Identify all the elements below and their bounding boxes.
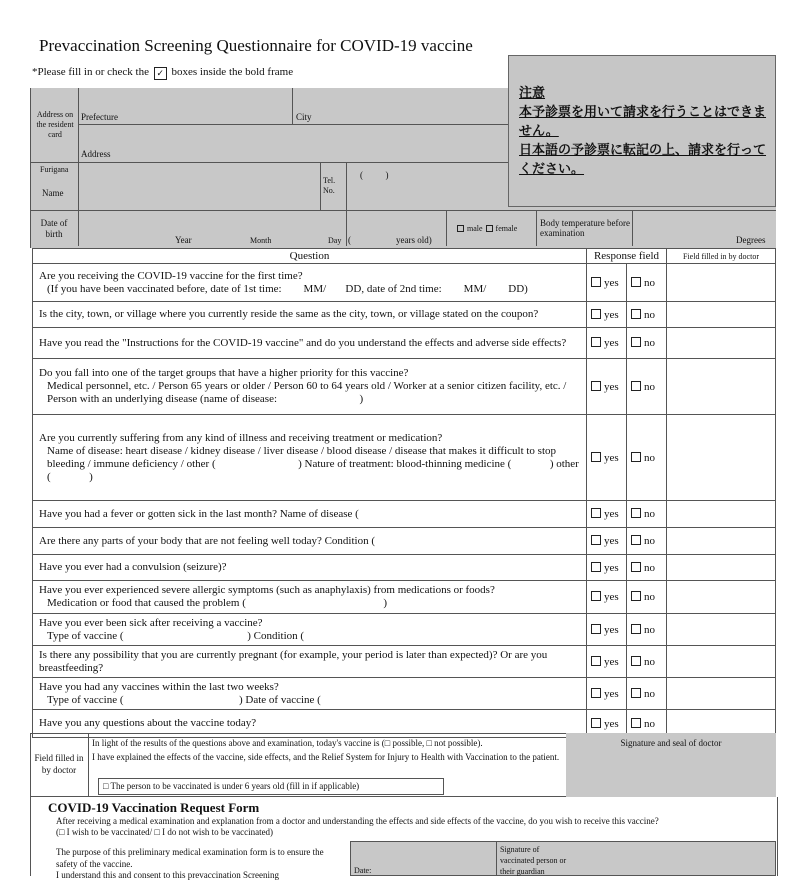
yes-label: yes — [604, 717, 619, 730]
question-line2: Type of vaccine ( ) Date of vaccine ( — [47, 693, 321, 706]
yes-option[interactable] — [587, 264, 627, 302]
no-label: no — [644, 655, 655, 668]
yes-label: yes — [604, 591, 619, 603]
no-option[interactable] — [627, 614, 667, 646]
checkbox-icon[interactable] — [486, 225, 493, 232]
no-label: no — [644, 508, 655, 520]
no-option[interactable] — [627, 264, 667, 302]
question-row — [33, 581, 776, 614]
no-option[interactable] — [627, 359, 667, 415]
checkbox-icon[interactable] — [631, 624, 641, 634]
checkbox-icon[interactable] — [591, 656, 601, 666]
checkbox-icon[interactable] — [457, 225, 464, 232]
no-option[interactable] — [627, 302, 667, 328]
question-line1: Have you had any vaccines within the last two weeks? — [39, 680, 279, 693]
no-label: no — [644, 561, 655, 574]
checkbox-icon[interactable] — [591, 277, 601, 287]
no-label: no — [644, 687, 655, 700]
checkbox-icon[interactable] — [631, 508, 641, 518]
checkbox-icon[interactable] — [631, 535, 641, 545]
question-text — [33, 302, 587, 328]
question-text — [33, 614, 587, 646]
doctor-field[interactable] — [667, 501, 776, 528]
prefecture-field[interactable]: Prefecture — [81, 112, 118, 122]
question-text — [33, 555, 587, 581]
checkbox-icon[interactable] — [591, 508, 601, 518]
checkbox-icon[interactable] — [591, 591, 601, 601]
name-label: Name — [42, 188, 64, 198]
question-row — [33, 528, 776, 555]
question-line2: (If you have been vaccinated before, date of 1st time: MM/ DD, date of 2nd time: MM/ DD) — [47, 282, 528, 295]
checkbox-icon[interactable] — [631, 337, 641, 347]
no-option[interactable] — [627, 646, 667, 678]
yes-label: yes — [604, 380, 619, 393]
checkmark-icon: ✓ — [154, 67, 167, 80]
male-option: male — [467, 224, 483, 233]
question-line1: Is there any possibility that you are currently pregnant (for example, your period is later than expected)? Or are you breastfeeding? — [39, 648, 548, 674]
question-row — [33, 678, 776, 710]
furigana-label: Furigana — [40, 165, 69, 174]
checkbox-icon[interactable] — [631, 591, 641, 601]
sex-options[interactable] — [456, 224, 517, 233]
doctor-text2: I have explained the effects of the vaccine, side effects, and the Relief System for Injury to Health with Vaccination to the patient. — [92, 752, 560, 762]
no-label: no — [644, 337, 655, 349]
question-line1: Is the city, town, or village where you currently reside the same as the city, town, or village stated on the coupon? — [39, 308, 539, 320]
yes-label: yes — [604, 451, 619, 464]
question-line1: Have you ever been sick after receiving a vaccine? — [39, 616, 263, 629]
question-text — [33, 678, 587, 710]
checkbox-icon[interactable] — [591, 624, 601, 634]
no-label: no — [644, 380, 655, 393]
checkbox-icon[interactable] — [631, 309, 641, 319]
question-line1: Have you had a fever or gotten sick in the last month? Name of disease ( — [39, 507, 359, 520]
tel-field[interactable]: ( ) — [360, 170, 389, 180]
doctor-field[interactable] — [667, 415, 776, 501]
purpose-text2: I understand this and consent to this prevaccination Screening — [56, 870, 279, 880]
signature-label: Signature of vaccinated person or their guardian — [500, 845, 567, 876]
question-row — [33, 302, 776, 328]
question-text — [33, 328, 587, 359]
no-label: no — [644, 623, 655, 636]
city-field[interactable]: City — [296, 112, 312, 122]
checkbox-icon[interactable] — [631, 688, 641, 698]
question-line1: Have you read the "Instructions for the COVID-19 vaccine" and do you understand the effects and adverse side effects? — [39, 336, 567, 349]
japanese-notice — [508, 55, 776, 207]
question-text — [33, 581, 587, 614]
female-option: female — [495, 224, 518, 233]
doctor-field[interactable] — [667, 328, 776, 359]
question-line2: Name of disease: heart disease / kidney disease / liver disease / blood disease / disease that makes it difficult to stop bleeding / immune deficiency / other ( ) Nature of treatment: blood-thinning medicine ( ) other ( ) — [47, 444, 582, 483]
question-line2: Type of vaccine ( ) Condition ( — [47, 629, 305, 642]
question-line1: Are you receiving the COVID-19 vaccine for the first time? — [39, 269, 303, 282]
checkbox-icon[interactable] — [631, 562, 641, 572]
checkbox-icon[interactable] — [591, 562, 601, 572]
no-label: no — [644, 717, 655, 730]
question-header: Question — [33, 249, 587, 264]
question-text — [33, 264, 587, 302]
yes-option[interactable] — [587, 614, 627, 646]
question-text — [33, 359, 587, 415]
response-header: Response field — [587, 249, 667, 264]
notice-line2: 日本語の予診票に転記の上、請求を行ってください。 — [519, 143, 767, 177]
yes-option[interactable] — [587, 678, 627, 710]
checkbox-icon[interactable] — [631, 452, 641, 462]
no-label: no — [644, 308, 655, 321]
doctor-field[interactable] — [667, 359, 776, 415]
question-line1: Have you ever had a convulsion (seizure)? — [39, 561, 227, 573]
question-text — [33, 501, 587, 528]
no-option[interactable] — [627, 581, 667, 614]
notice-heading: 注意 — [519, 86, 546, 101]
yes-option[interactable] — [587, 646, 627, 678]
request-choice[interactable]: (□ I wish to be vaccinated/ □ I do not wish to be vaccinated) — [56, 827, 274, 837]
instruction-before: *Please fill in or check the — [32, 66, 149, 78]
no-option[interactable] — [627, 555, 667, 581]
yes-option[interactable] — [587, 415, 627, 501]
question-row — [33, 415, 776, 501]
question-line2: Medication or food that caused the problem ( ) — [47, 597, 388, 609]
checkbox-icon[interactable] — [591, 337, 601, 347]
question-text — [33, 646, 587, 678]
doctor-field[interactable] — [667, 555, 776, 581]
questionnaire-table — [32, 248, 776, 738]
yes-label: yes — [604, 687, 619, 700]
yes-label: yes — [604, 337, 619, 349]
doctor-signature-label: Signature and seal of doctor — [620, 738, 722, 748]
question-line1: Are there any parts of your body that are not feeling well today? Condition ( — [39, 534, 376, 547]
checkbox-icon[interactable] — [591, 535, 601, 545]
instruction-after: boxes inside the bold frame — [171, 66, 294, 78]
yes-label: yes — [604, 276, 619, 289]
question-text — [33, 415, 587, 501]
checkbox-icon[interactable] — [591, 452, 601, 462]
checkbox-icon[interactable] — [591, 381, 601, 391]
yes-option[interactable] — [587, 581, 627, 614]
checkbox-icon[interactable] — [591, 688, 601, 698]
question-row — [33, 646, 776, 678]
purpose-text: The purpose of this preliminary medical examination form is to ensure the safety of the vaccine. — [56, 847, 324, 869]
day-label: Day — [328, 236, 342, 245]
checkbox-icon[interactable] — [631, 381, 641, 391]
doctor-header: Field filled in by doctor — [667, 249, 776, 264]
doctor-text1: In light of the results of the questions above and examination, today's vaccine is (□ possible, □ not possible). — [92, 738, 483, 748]
question-row — [33, 555, 776, 581]
question-line2: Medical personnel, etc. / Person 65 years or older / Person 60 to 64 years old / Worker at a senior citizen facility, etc. / Person with an underlying disease (name of disease: ) — [47, 380, 570, 405]
question-row — [33, 328, 776, 359]
checkbox-icon[interactable] — [591, 718, 601, 728]
question-line1: Have you ever experienced severe allergic symptoms (such as anaphylaxis) from medications or foods? — [39, 584, 495, 596]
instruction-note — [32, 66, 293, 80]
request-text1: After receiving a medical examination and explanation from a doctor and understanding the effects and side effects of the vaccine, do you wish to receive this vaccine? — [56, 816, 659, 826]
doctor-field[interactable] — [667, 302, 776, 328]
question-line1: Have you any questions about the vaccine today? — [39, 717, 257, 729]
yes-label: yes — [604, 508, 619, 520]
checkbox-icon[interactable] — [631, 718, 641, 728]
checkbox-icon[interactable] — [631, 656, 641, 666]
body-temp-label: Body temperature before examination — [540, 218, 630, 238]
yes-option[interactable] — [587, 501, 627, 528]
tel-label: Tel. No. — [323, 176, 336, 195]
doctor-field[interactable] — [667, 646, 776, 678]
month-label: Month — [250, 236, 272, 245]
yes-label: yes — [604, 655, 619, 668]
no-label: no — [644, 276, 655, 289]
doctor-field-label: Field filled in by doctor — [34, 753, 84, 775]
question-line1: Are you currently suffering from any kind of illness and receiving treatment or medication? — [39, 431, 443, 444]
no-option[interactable] — [627, 415, 667, 501]
yes-option[interactable] — [587, 328, 627, 359]
yes-option[interactable] — [587, 302, 627, 328]
question-row — [33, 359, 776, 415]
doctor-field[interactable] — [667, 614, 776, 646]
yes-option[interactable] — [587, 528, 627, 555]
yes-option[interactable] — [587, 359, 627, 415]
checkbox-icon[interactable] — [631, 277, 641, 287]
date-label: Date: — [354, 866, 372, 875]
no-option[interactable] — [627, 501, 667, 528]
question-row — [33, 264, 776, 302]
doctor-field[interactable] — [667, 528, 776, 555]
notice-line1: 本予診票を用いて請求を行うことはできません。 — [519, 105, 767, 139]
no-option[interactable] — [627, 328, 667, 359]
checkbox-icon[interactable] — [591, 309, 601, 319]
request-form-title: COVID-19 Vaccination Request Form — [48, 800, 260, 815]
question-row — [33, 501, 776, 528]
yes-label: yes — [604, 308, 619, 321]
age-field[interactable]: ( years old) — [348, 235, 432, 245]
question-text — [33, 528, 587, 555]
year-label: Year — [175, 235, 192, 245]
yes-label: yes — [604, 535, 619, 547]
yes-label: yes — [604, 561, 619, 574]
dob-label: Date of birth — [40, 218, 68, 239]
doctor-field[interactable] — [667, 581, 776, 614]
no-label: no — [644, 535, 655, 547]
no-label: no — [644, 591, 655, 603]
doctor-field[interactable] — [667, 264, 776, 302]
doctor-text3[interactable]: □ The person to be vaccinated is under 6 years old (fill in if applicable) — [98, 778, 444, 795]
degrees-label: Degrees — [736, 235, 766, 245]
yes-option[interactable] — [587, 555, 627, 581]
address-field[interactable]: Address — [81, 149, 111, 159]
doctor-field[interactable] — [667, 678, 776, 710]
question-row — [33, 614, 776, 646]
question-line1: Do you fall into one of the target groups that have a higher priority for this vaccine? — [39, 367, 409, 379]
page-title: Prevaccination Screening Questionnaire for COVID-19 vaccine — [39, 36, 473, 55]
no-label: no — [644, 451, 655, 464]
no-option[interactable] — [627, 678, 667, 710]
yes-label: yes — [604, 623, 619, 636]
no-option[interactable] — [627, 528, 667, 555]
address-label: Address on the resident card — [36, 110, 74, 139]
